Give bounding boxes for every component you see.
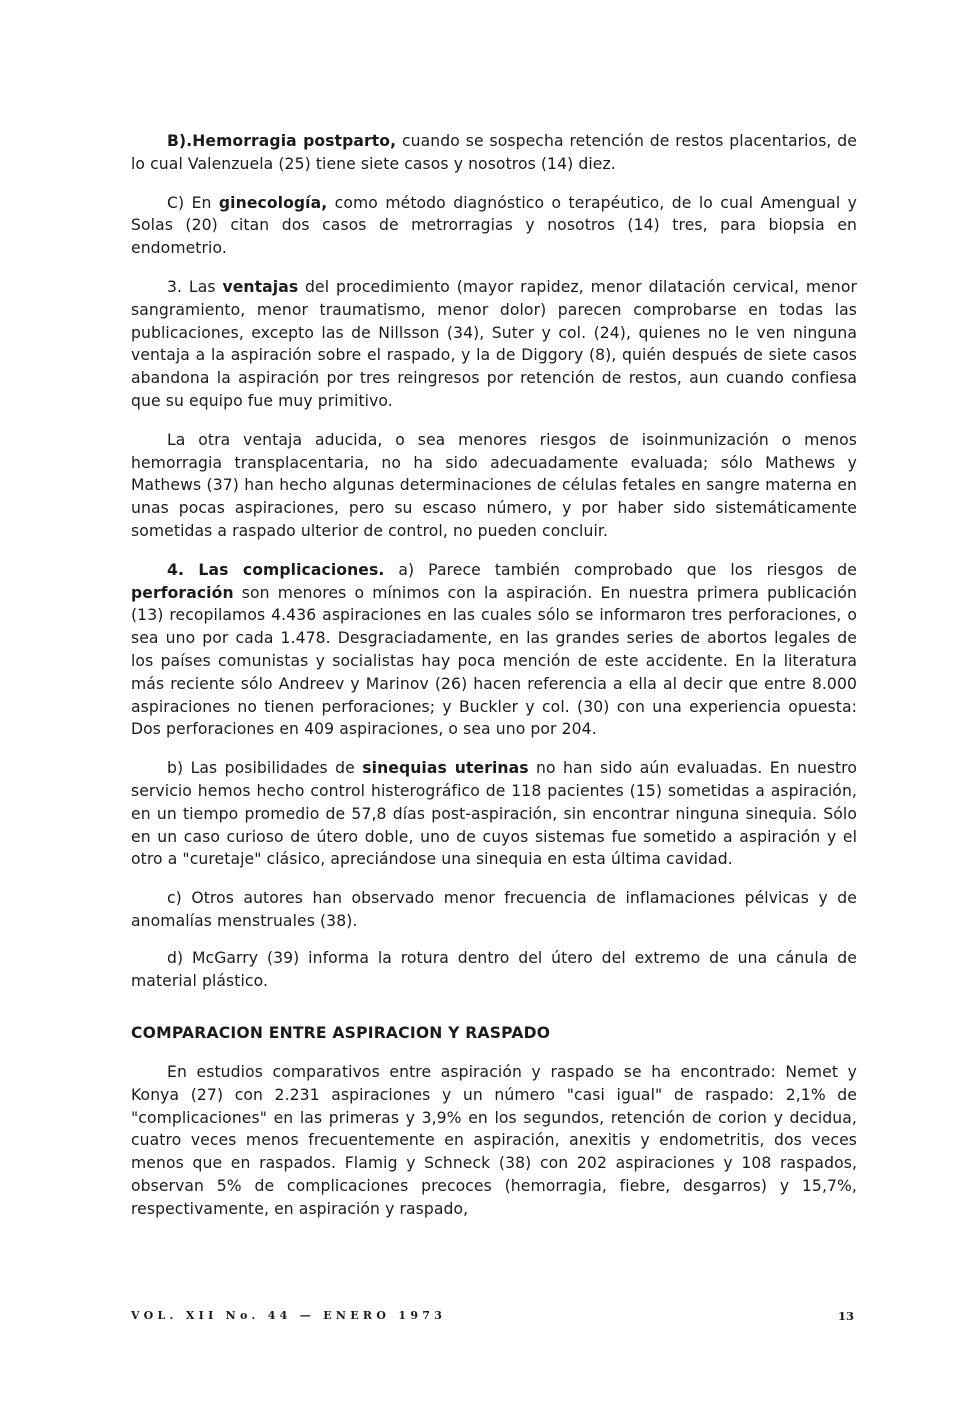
page-number: 13 — [837, 1309, 854, 1323]
paragraph-b-hemorragia — [131, 130, 857, 176]
paragraph-c-ginecologia — [131, 192, 857, 260]
bold-term: sinequias uterinas — [362, 759, 529, 778]
paragraph-text: son menores o mínimos con la aspiración. En nuestra primera publicación (13) recopilamos 4.436 aspiraciones en las cuales sólo se informaron tres perforaciones, o sea uno por cada 1.478. Desgraciadamente, en las grandes series de abortos legales de los países comunistas y socialistas hay poca mención de este accidente. En la literatura más reciente sólo Andreev y Marinov (26) hacen referencia a ella al decir que entre 8.000 aspiraciones no tienen perforaciones; y Buckler y col. (30) con una experiencia opuesta: Dos perforaciones en 409 aspiraciones, o sea uno por 204. — [131, 583, 857, 739]
paragraph-prefix: C) En — [167, 193, 219, 212]
paragraph-text: cuando se sospecha retención de restos placentarios, de lo cual Valenzuela (25) tiene siete casos y nosotros (14) diez. — [131, 132, 857, 173]
paragraph-3-ventajas — [131, 276, 857, 413]
paragraph-c-otros-autores: c) Otros autores han observado menor frecuencia de inflamaciones pélvicas y de anomalías menstruales (38). — [131, 889, 857, 930]
paragraph-4-complicaciones — [131, 559, 857, 741]
paragraph-text: a) Parece también comprobado que los riesgos de — [384, 560, 857, 579]
paragraph-b-sinequias — [131, 757, 857, 871]
bold-term: ginecología, — [218, 193, 328, 212]
paragraph-text: del procedimiento (mayor rapidez, menor dilatación cervical, menor sangramiento, menor traumatismo, menor dolor) parecen comprobarse en todas las publicaciones, excepto las de Nillsson (34), Suter y col. (24), quienes no le ven ninguna ventaja a la aspiración sobre el raspado, y la de Diggory (8), quién después de siete casos abandona la aspiración por tres reingresos por retención de restos, aun cuando confiesa que su equipo fue muy primitivo. — [131, 277, 857, 410]
paragraph-d-mcgarry: d) McGarry (39) informa la rotura dentro del útero del extremo de una cánula de material plástico. — [131, 948, 857, 990]
section-heading: COMPARACION ENTRE ASPIRACION Y RASPADO — [131, 1024, 551, 1043]
paragraph-prefix: 3. Las — [167, 277, 223, 296]
running-head: VOL. XII No. 44 — ENERO 1973 — [131, 1309, 447, 1322]
paragraph-estudios-comparativos: En estudios comparativos entre aspiración y raspado se ha encontrado: Nemet y Konya (27) con 2.231 aspiraciones y un número "casi igual" de raspado: 2,1% de "complicaciones" en las primeras y 3,9% en los segundos, retención de corion y decidua, cuatro veces menos frecuentemente en aspiración, anexitis y endometritis, dos veces menos que en raspados. Flamig y Schneck (38) con 202 aspiraciones y 108 raspados, observan 5% de complicaciones precoces (hemorragia, fiebre, desgarros) y 15,7%, respectivamente, en aspiración y raspado, — [131, 1063, 857, 1218]
paragraph-text: como método diagnóstico o terapéutico, de lo cual Amengual y Solas (20) citan dos casos de metrorragias y nosotros (14) tres, para biopsia en endometrio. — [131, 193, 857, 258]
paragraph-prefix: b) Las posibilidades de — [167, 759, 363, 778]
page-footer — [131, 1309, 854, 1327]
bold-term: perforación — [131, 583, 234, 602]
bold-term: 4. Las complicaciones. — [167, 560, 385, 579]
bold-term: ventajas — [222, 277, 299, 296]
page-body — [131, 130, 857, 1237]
paragraph-otra-ventaja: La otra ventaja aducida, o sea menores riesgos de isoinmunización o menos hemorragia transplacentaria, no ha sido adecuadamente evaluada; sólo Mathews y Mathews (37) han hecho algunas determinaciones de células fetales en sangre materna en unas pocas aspiraciones, pero su escaso número, y por haber sido sistemáticamente sometidas a raspado ulterior de control, no pueden concluir. — [131, 430, 857, 540]
paragraph-text: no han sido aún evaluadas. En nuestro servicio hemos hecho control histerográfico de 118 pacientes (15) sometidas a aspiración, en un tiempo promedio de 57,8 días post-aspiración, sin encontrar ninguna sinequia. Sólo en un caso curioso de útero doble, uno de cuyos sistemas fue sometido a aspiración y el otro a "curetaje" clásico, apreciándose una sinequia en esta última cavidad. — [131, 759, 857, 869]
bold-term: B).Hemorragia postparto, — [167, 132, 397, 150]
